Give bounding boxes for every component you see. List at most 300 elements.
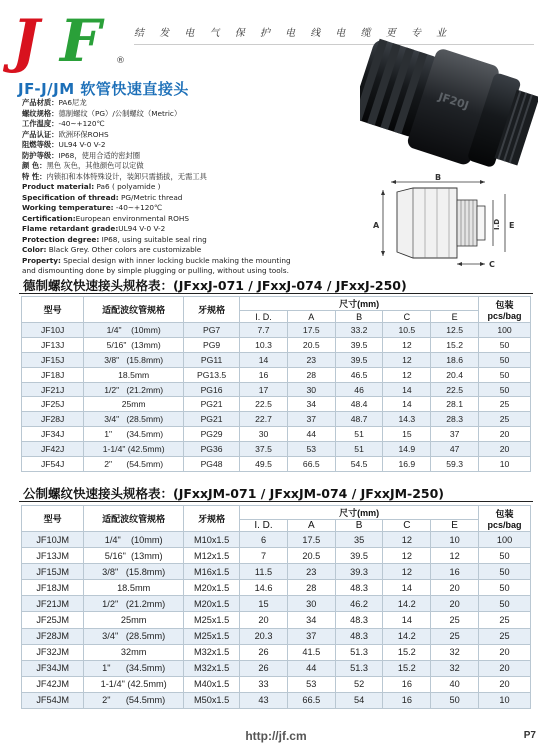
table-cell: 14 bbox=[383, 382, 431, 397]
table-cell: 12 bbox=[383, 532, 431, 548]
col-header-thread: 牙规格 bbox=[184, 297, 240, 323]
table-cell: JF18J bbox=[22, 367, 84, 382]
product-specs bbox=[22, 98, 362, 277]
table-cell: PG48 bbox=[184, 457, 240, 472]
table-cell: 52 bbox=[335, 676, 383, 692]
table-cell: 48.3 bbox=[335, 612, 383, 628]
spec-label: Protection degree: bbox=[22, 234, 100, 244]
table-cell: 10 bbox=[479, 692, 531, 708]
spec-label: 螺纹规格： bbox=[22, 108, 59, 118]
table-cell: 50 bbox=[479, 352, 531, 367]
table-cell: M25x1.5 bbox=[184, 612, 240, 628]
table-cell: 25 bbox=[479, 628, 531, 644]
table-cell: 5/16" (13mm) bbox=[84, 548, 184, 564]
spec-line bbox=[22, 109, 362, 120]
table-row bbox=[22, 644, 531, 660]
table-cell: JF13JM bbox=[22, 548, 84, 564]
dim-label-id: I.D bbox=[493, 218, 501, 230]
spec-line bbox=[22, 130, 362, 141]
spec-label: Color: bbox=[22, 245, 47, 254]
table-cell: 22.5 bbox=[240, 397, 288, 412]
table-cell: 53 bbox=[287, 676, 335, 692]
table-cell: 1-1/4" (42.5mm) bbox=[84, 676, 184, 692]
dim-label-c: C bbox=[489, 260, 495, 268]
table-cell: 39.5 bbox=[335, 337, 383, 352]
table-cell: 20.5 bbox=[287, 337, 335, 352]
table-cell: M20x1.5 bbox=[184, 580, 240, 596]
spec-value: PA6尼龙 bbox=[58, 98, 87, 107]
table-cell: 1/4" (10mm) bbox=[84, 532, 184, 548]
table-cell: 18.5mm bbox=[84, 580, 184, 596]
table-cell: 20 bbox=[479, 676, 531, 692]
table-cell: 25 bbox=[479, 412, 531, 427]
table-cell: JF34J bbox=[22, 427, 84, 442]
table-cell: 50 bbox=[431, 692, 479, 708]
col-header-a: A bbox=[287, 520, 335, 532]
table-cell: 14 bbox=[383, 397, 431, 412]
table-row bbox=[22, 532, 531, 548]
table-cell: 20 bbox=[431, 596, 479, 612]
spec-value: Black Grey. Other colors are customizable bbox=[46, 245, 202, 254]
dim-label-a: A bbox=[373, 221, 380, 230]
spec-value: 欧洲环保ROHS bbox=[58, 129, 109, 139]
table-cell: 15 bbox=[383, 427, 431, 442]
table-cell: 3/8" (15.8mm) bbox=[84, 564, 184, 580]
table-cell: 12 bbox=[383, 548, 431, 564]
table1-title: 德制螺纹快速接头规格表：(JFxxJ-071 / JFxxJ-074 / JFxxJ-250) bbox=[23, 278, 407, 293]
table-cell: 28.1 bbox=[431, 397, 479, 412]
table-cell: M40x1.5 bbox=[184, 676, 240, 692]
col-header-id: I. D. bbox=[240, 311, 288, 323]
spec-line bbox=[22, 161, 362, 172]
table-cell: 37 bbox=[431, 427, 479, 442]
spec-value: and dismounting done by simple plugging or pulling, without using tools. bbox=[22, 266, 289, 275]
page-number: P7 bbox=[523, 730, 536, 741]
col-header-hose: 适配波纹管规格 bbox=[84, 506, 184, 532]
table-cell: 14.3 bbox=[383, 412, 431, 427]
table-cell: 37 bbox=[287, 628, 335, 644]
spec-label: 产品认证： bbox=[22, 129, 59, 139]
registered-mark: ® bbox=[116, 56, 125, 66]
table-cell: PG16 bbox=[184, 382, 240, 397]
spec-value: PG/Metric thread bbox=[118, 192, 183, 202]
col-header-b: B bbox=[335, 311, 383, 323]
table-cell: 48.4 bbox=[335, 397, 383, 412]
table-row bbox=[22, 692, 531, 708]
table-cell: 43 bbox=[240, 692, 288, 708]
logo-letter-f: F bbox=[60, 7, 102, 75]
col-header-e: E bbox=[431, 520, 479, 532]
svg-text:JF20J: JF20J bbox=[436, 90, 471, 113]
table-cell: 51.3 bbox=[335, 644, 383, 660]
table-cell: 34 bbox=[287, 612, 335, 628]
table-cell: 12 bbox=[383, 337, 431, 352]
table-cell: 50 bbox=[479, 580, 531, 596]
table-cell: PG9 bbox=[184, 337, 240, 352]
table-cell: 18.5mm bbox=[84, 367, 184, 382]
col-header-pack: 包装 pcs/bag bbox=[479, 506, 531, 532]
table-cell: 12 bbox=[431, 548, 479, 564]
col-header-c: C bbox=[383, 311, 431, 323]
spec-line bbox=[22, 119, 362, 130]
table-cell: 10.3 bbox=[240, 337, 288, 352]
table-cell: 28 bbox=[287, 367, 335, 382]
table-cell: 51 bbox=[335, 442, 383, 457]
table-cell: JF54J bbox=[22, 457, 84, 472]
spec-line bbox=[22, 203, 362, 214]
table-cell: M25x1.5 bbox=[184, 628, 240, 644]
spec-line bbox=[22, 224, 362, 235]
spec-line bbox=[22, 182, 362, 193]
table-cell: 49.5 bbox=[240, 457, 288, 472]
table-cell: 14 bbox=[240, 352, 288, 367]
table-row bbox=[22, 564, 531, 580]
spec-value: -40~+120℃ bbox=[58, 119, 105, 128]
table-cell: 37.5 bbox=[240, 442, 288, 457]
table-cell: 20 bbox=[479, 644, 531, 660]
table-cell: 54.5 bbox=[335, 457, 383, 472]
table2-title: 公制螺纹快速接头规格表：(JFxxJM-071 / JFxxJM-074 / JFxxJM-250) bbox=[23, 486, 445, 501]
col-header-model: 型号 bbox=[22, 297, 84, 323]
table-cell: 30 bbox=[287, 596, 335, 612]
spec-value: Special design with inner locking buckle making the mounting bbox=[60, 255, 291, 265]
table-row bbox=[22, 367, 531, 382]
table-cell: 37 bbox=[287, 412, 335, 427]
table-cell: 39.5 bbox=[335, 352, 383, 367]
col-header-b: B bbox=[335, 520, 383, 532]
table-cell: 54 bbox=[335, 692, 383, 708]
col-header-pack: 包装 pcs/bag bbox=[479, 297, 531, 323]
table-cell: 32mm bbox=[84, 644, 184, 660]
table-row bbox=[22, 382, 531, 397]
table-cell: JF13J bbox=[22, 337, 84, 352]
table-cell: JF21JM bbox=[22, 596, 84, 612]
spec-value: Pa6 ( polyamide ) bbox=[94, 182, 161, 191]
table-cell: 15 bbox=[240, 596, 288, 612]
table-cell: 26 bbox=[240, 644, 288, 660]
table-row bbox=[22, 337, 531, 352]
spec-value: UL94 V-0 V-2 bbox=[118, 224, 166, 233]
table-cell: 17.5 bbox=[287, 323, 335, 338]
table-cell: M32x1.5 bbox=[184, 644, 240, 660]
table-cell: 14 bbox=[383, 612, 431, 628]
spec-label: Certification: bbox=[22, 213, 76, 223]
table-row bbox=[22, 596, 531, 612]
table-cell: 22.7 bbox=[240, 412, 288, 427]
table-cell: 20.4 bbox=[431, 367, 479, 382]
table-cell: 26 bbox=[240, 660, 288, 676]
table-cell: 15.2 bbox=[383, 644, 431, 660]
table-cell: 28.3 bbox=[431, 412, 479, 427]
spec-line bbox=[22, 214, 362, 225]
table-cell: 51 bbox=[335, 427, 383, 442]
table-row bbox=[22, 397, 531, 412]
table-cell: 33.2 bbox=[335, 323, 383, 338]
table-cell: JF28JM bbox=[22, 628, 84, 644]
table-cell: 1/2" (21.2mm) bbox=[84, 382, 184, 397]
table-cell: PG29 bbox=[184, 427, 240, 442]
website-url[interactable]: http://jf.cm bbox=[245, 729, 307, 743]
table-cell: 1" (34.5mm) bbox=[84, 660, 184, 676]
table-cell: 2" (54.5mm) bbox=[84, 692, 184, 708]
table-cell: 11.5 bbox=[240, 564, 288, 580]
spec-label: Specification of thread: bbox=[22, 192, 119, 202]
table-cell: 22.5 bbox=[431, 382, 479, 397]
table-cell: JF28J bbox=[22, 412, 84, 427]
table-cell: 50 bbox=[479, 367, 531, 382]
table-cell: 7.7 bbox=[240, 323, 288, 338]
table-cell: 16 bbox=[383, 676, 431, 692]
logo-letter-j: J bbox=[12, 7, 40, 75]
table-cell: 39.5 bbox=[335, 548, 383, 564]
table-cell: 47 bbox=[431, 442, 479, 457]
col-header-id: I. D. bbox=[240, 520, 288, 532]
spec-label: 特 性： bbox=[22, 171, 47, 181]
table-cell: 25mm bbox=[84, 397, 184, 412]
table-cell: 66.5 bbox=[287, 692, 335, 708]
spec-label: Property: bbox=[22, 255, 61, 265]
table-cell: 1" (34.5mm) bbox=[84, 427, 184, 442]
table-cell: 20 bbox=[479, 660, 531, 676]
spec-line bbox=[22, 98, 362, 109]
table-cell: PG7 bbox=[184, 323, 240, 338]
table-cell: JF15JM bbox=[22, 564, 84, 580]
col-header-c: C bbox=[383, 520, 431, 532]
table-cell: 2" (54.5mm) bbox=[84, 457, 184, 472]
table-cell: 20.3 bbox=[240, 628, 288, 644]
spec-label: 工作温度： bbox=[22, 119, 59, 128]
pg-thread-spec-table bbox=[21, 296, 531, 472]
table-row bbox=[22, 548, 531, 564]
table-cell: JF18JM bbox=[22, 580, 84, 596]
table-cell: 39.3 bbox=[335, 564, 383, 580]
table-cell: M32x1.5 bbox=[184, 660, 240, 676]
table-cell: 14.9 bbox=[383, 442, 431, 457]
table-cell: M16x1.5 bbox=[184, 564, 240, 580]
table-cell: 32 bbox=[431, 644, 479, 660]
table-row bbox=[22, 352, 531, 367]
col-header-a: A bbox=[287, 311, 335, 323]
table-cell: 16 bbox=[383, 692, 431, 708]
table-cell: 48.7 bbox=[335, 412, 383, 427]
spec-value: 德制螺纹（PG）/公制螺纹（Metric） bbox=[58, 108, 182, 118]
product-photo bbox=[360, 26, 538, 176]
table-cell: 10 bbox=[431, 532, 479, 548]
table-row bbox=[22, 628, 531, 644]
dim-label-b: B bbox=[435, 173, 442, 182]
table-cell: 10 bbox=[479, 457, 531, 472]
table-cell: 66.5 bbox=[287, 457, 335, 472]
table-cell: 14.2 bbox=[383, 596, 431, 612]
table-cell: 25 bbox=[479, 612, 531, 628]
spec-label: 阻燃等级： bbox=[22, 140, 59, 149]
table-row bbox=[22, 412, 531, 427]
table-cell: 3/8" (15.8mm) bbox=[84, 352, 184, 367]
table-cell: 53 bbox=[287, 442, 335, 457]
spec-label: 产品材质： bbox=[22, 98, 59, 107]
table-row bbox=[22, 442, 531, 457]
table-cell: 20 bbox=[479, 442, 531, 457]
table-cell: PG36 bbox=[184, 442, 240, 457]
spec-value: 黑色 灰色，其他颜色可以定做 bbox=[46, 161, 144, 170]
table-cell: 100 bbox=[479, 323, 531, 338]
table-cell: 44 bbox=[287, 427, 335, 442]
table-cell: 23 bbox=[287, 352, 335, 367]
table-cell: 17 bbox=[240, 382, 288, 397]
table-cell: 1/2" (21.2mm) bbox=[84, 596, 184, 612]
table-cell: M50x1.5 bbox=[184, 692, 240, 708]
table-cell: 50 bbox=[479, 548, 531, 564]
table-cell: 16.9 bbox=[383, 457, 431, 472]
spec-line bbox=[22, 140, 362, 151]
table-cell: 33 bbox=[240, 676, 288, 692]
table-cell: 32 bbox=[431, 660, 479, 676]
table-cell: 25mm bbox=[84, 612, 184, 628]
table-cell: 46 bbox=[335, 382, 383, 397]
table-row bbox=[22, 676, 531, 692]
table-cell: 30 bbox=[287, 382, 335, 397]
spec-value: IP68, using suitable seal ring bbox=[99, 234, 207, 244]
table-cell: 10.5 bbox=[383, 323, 431, 338]
table-cell: 50 bbox=[479, 596, 531, 612]
table-row bbox=[22, 580, 531, 596]
table-cell: 25 bbox=[431, 628, 479, 644]
table-cell: 50 bbox=[479, 564, 531, 580]
table-cell: 17.5 bbox=[287, 532, 335, 548]
table-cell: 25 bbox=[431, 612, 479, 628]
table-cell: 20.5 bbox=[287, 548, 335, 564]
table-cell: 1-1/4" (42.5mm) bbox=[84, 442, 184, 457]
table-cell: JF10J bbox=[22, 323, 84, 338]
spec-label: 防护等级： bbox=[22, 150, 59, 160]
table-cell: M20x1.5 bbox=[184, 596, 240, 612]
table-cell: 51.3 bbox=[335, 660, 383, 676]
table-cell: 50 bbox=[479, 382, 531, 397]
table-cell: PG21 bbox=[184, 397, 240, 412]
table-cell: JF21J bbox=[22, 382, 84, 397]
metric-thread-spec-table bbox=[21, 505, 531, 709]
table-row bbox=[22, 457, 531, 472]
table-cell: 46.5 bbox=[335, 367, 383, 382]
table-cell: 1/4" (10mm) bbox=[84, 323, 184, 338]
divider bbox=[19, 501, 533, 502]
table-cell: JF32JM bbox=[22, 644, 84, 660]
table-cell: 14 bbox=[383, 580, 431, 596]
table-cell: 35 bbox=[335, 532, 383, 548]
table-cell: JF25JM bbox=[22, 612, 84, 628]
table-cell: PG21 bbox=[184, 412, 240, 427]
table-cell: 3/4" (28.5mm) bbox=[84, 412, 184, 427]
table-cell: 23 bbox=[287, 564, 335, 580]
spec-line bbox=[22, 193, 362, 204]
table-cell: M12x1.5 bbox=[184, 548, 240, 564]
table-cell: JF10JM bbox=[22, 532, 84, 548]
table-cell: JF34JM bbox=[22, 660, 84, 676]
table-row bbox=[22, 660, 531, 676]
page-title: JF-J/JM 软管快速直接头 bbox=[18, 80, 189, 98]
table-cell: 40 bbox=[431, 676, 479, 692]
spec-value: European environmental ROHS bbox=[75, 213, 189, 223]
table-cell: 20 bbox=[431, 580, 479, 596]
table-cell: 12.5 bbox=[431, 323, 479, 338]
spec-line bbox=[22, 256, 362, 267]
spec-line bbox=[22, 245, 362, 256]
table-cell: 41.5 bbox=[287, 644, 335, 660]
divider bbox=[19, 293, 533, 294]
slogan: 结 发 电 气 保 护 电 线 电 缆 更 专 业 bbox=[134, 28, 453, 39]
spec-label: Working temperature: bbox=[22, 203, 114, 212]
spec-label: Flame retardant grade: bbox=[22, 224, 119, 233]
table-cell: 18.6 bbox=[431, 352, 479, 367]
table-cell: 25 bbox=[479, 397, 531, 412]
col-header-thread: 牙规格 bbox=[184, 506, 240, 532]
table-cell: 12 bbox=[383, 367, 431, 382]
table-cell: 20 bbox=[479, 427, 531, 442]
col-header-hose: 适配波纹管规格 bbox=[84, 297, 184, 323]
table-cell: 15.2 bbox=[431, 337, 479, 352]
spec-value: IP68，使用合适的密封圈 bbox=[58, 150, 140, 160]
table-cell: 48.3 bbox=[335, 628, 383, 644]
table-cell: JF25J bbox=[22, 397, 84, 412]
spec-label: Product material: bbox=[22, 182, 95, 191]
table-cell: JF42J bbox=[22, 442, 84, 457]
table-cell: JF42JM bbox=[22, 676, 84, 692]
spec-value: 内锁扣和本体特殊设计，装卸只需插拔，无需工具 bbox=[46, 171, 207, 181]
col-header-e: E bbox=[431, 311, 479, 323]
table-cell: 100 bbox=[479, 532, 531, 548]
table-cell: 46.2 bbox=[335, 596, 383, 612]
col-header-dims: 尺寸(mm) bbox=[240, 297, 479, 311]
table-cell: 59.3 bbox=[431, 457, 479, 472]
table-cell: 16 bbox=[240, 367, 288, 382]
table-cell: PG13.5 bbox=[184, 367, 240, 382]
table-row bbox=[22, 427, 531, 442]
spec-label: 颜 色： bbox=[22, 161, 47, 170]
table-row bbox=[22, 612, 531, 628]
table-cell: 12 bbox=[383, 564, 431, 580]
table-cell: 48.3 bbox=[335, 580, 383, 596]
col-header-dims: 尺寸(mm) bbox=[240, 506, 479, 520]
table-cell: 15.2 bbox=[383, 660, 431, 676]
table-cell: 5/16" (13mm) bbox=[84, 337, 184, 352]
table-row bbox=[22, 323, 531, 338]
table-cell: 30 bbox=[240, 427, 288, 442]
table-cell: 14.6 bbox=[240, 580, 288, 596]
table-cell: M10x1.5 bbox=[184, 532, 240, 548]
table-cell: 12 bbox=[383, 352, 431, 367]
table-cell: 7 bbox=[240, 548, 288, 564]
spec-line bbox=[22, 266, 362, 277]
dim-label-e: E bbox=[509, 221, 515, 230]
table-cell: 6 bbox=[240, 532, 288, 548]
table-cell: 14.2 bbox=[383, 628, 431, 644]
table-cell: 28 bbox=[287, 580, 335, 596]
table-cell: 50 bbox=[479, 337, 531, 352]
table-cell: 20 bbox=[240, 612, 288, 628]
spec-line bbox=[22, 172, 362, 183]
table-cell: 16 bbox=[431, 564, 479, 580]
table-cell: JF54JM bbox=[22, 692, 84, 708]
spec-value: UL94 V-0 V-2 bbox=[58, 140, 106, 149]
table-cell: JF15J bbox=[22, 352, 84, 367]
spec-line bbox=[22, 151, 362, 162]
spec-line bbox=[22, 235, 362, 246]
table-cell: PG11 bbox=[184, 352, 240, 367]
table-cell: 3/4" (28.5mm) bbox=[84, 628, 184, 644]
spec-value: -40~+120℃ bbox=[113, 203, 163, 212]
col-header-model: 型号 bbox=[22, 506, 84, 532]
table-cell: 34 bbox=[287, 397, 335, 412]
